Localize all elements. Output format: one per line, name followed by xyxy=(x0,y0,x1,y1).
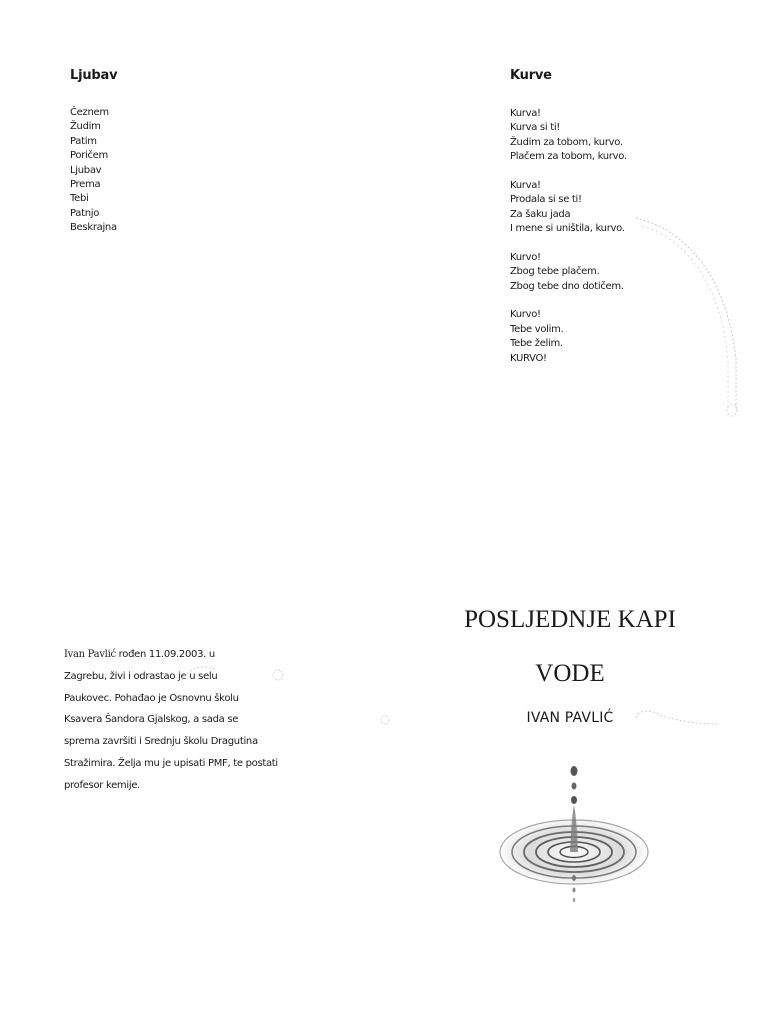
stanza-gap xyxy=(510,165,627,179)
water-trail-decoration xyxy=(628,210,748,425)
bio-name: Ivan Pavlić xyxy=(64,649,116,660)
poem-line: Tebe volim. xyxy=(510,323,564,335)
poem-line: Zbog tebe plačem. xyxy=(510,266,600,278)
book-author: IVAN PAVLIĆ xyxy=(526,710,614,726)
bio-line: sprema završiti i Srednju školu Dragutina xyxy=(64,736,258,748)
poem-line: KURVO! xyxy=(510,352,547,364)
book-title-line2: VODE xyxy=(535,660,605,687)
bio-born: rođen 11.09.2003. u xyxy=(115,649,215,660)
poem-line: Žudim xyxy=(70,121,101,133)
poem-line: Žudim za tobom, kurvo. xyxy=(510,136,623,148)
poem-line: Prema xyxy=(70,178,101,190)
book-title-line1: POSLJEDNJE KAPI xyxy=(464,606,676,633)
poem-kurve-title: Kurve xyxy=(510,68,552,83)
poem-line: Poričem xyxy=(70,150,108,162)
poem-line: Zbog tebe dno dotičem. xyxy=(510,280,624,292)
bio-line: Paukovec. Pohađao je Osnovnu školu xyxy=(64,692,239,704)
bio-line: Zagrebu, živi i odrastao je u selu xyxy=(64,670,218,682)
poem-ljubav-title: Ljubav xyxy=(70,68,118,83)
bio-line: Stražimira. Želja mu je upisati PMF, te postati xyxy=(64,757,278,769)
water-drop-ripple-icon xyxy=(494,760,654,910)
poem-line: Kurva si ti! xyxy=(510,122,561,134)
poem-line: Kurva! xyxy=(510,179,541,191)
poem-line: Tebe želim. xyxy=(510,338,563,350)
poem-line: Za šaku jada xyxy=(510,208,571,220)
splash-decoration xyxy=(632,706,722,730)
poem-line: Kurvo! xyxy=(510,309,541,321)
poem-line: Čeznem xyxy=(70,107,109,118)
bio-line: profesor kemije. xyxy=(64,779,141,791)
poem-line: Plačem za tobom, kurvo. xyxy=(510,151,627,163)
poem-line: Patim xyxy=(70,135,97,147)
poem-kurve-lines xyxy=(510,107,627,366)
poem-line: Prodala si se ti! xyxy=(510,194,582,206)
poem-line: Kurva! xyxy=(510,108,541,119)
bio-line: Ksavera Šandora Gjalskog, a sada se xyxy=(64,714,239,726)
poem-line: I mene si uništila, kurvo. xyxy=(510,223,625,235)
poem-line: Patnjo xyxy=(70,207,100,219)
stanza-gap xyxy=(510,237,627,251)
stanza-gap xyxy=(510,294,627,308)
poem-ljubav-lines xyxy=(70,106,117,236)
poem-line: Tebi xyxy=(70,193,89,205)
poem-line: Beskrajna xyxy=(70,222,117,234)
poem-line: Kurvo! xyxy=(510,251,541,263)
poem-line: Ljubav xyxy=(70,164,102,176)
bubble-decoration xyxy=(176,660,396,730)
